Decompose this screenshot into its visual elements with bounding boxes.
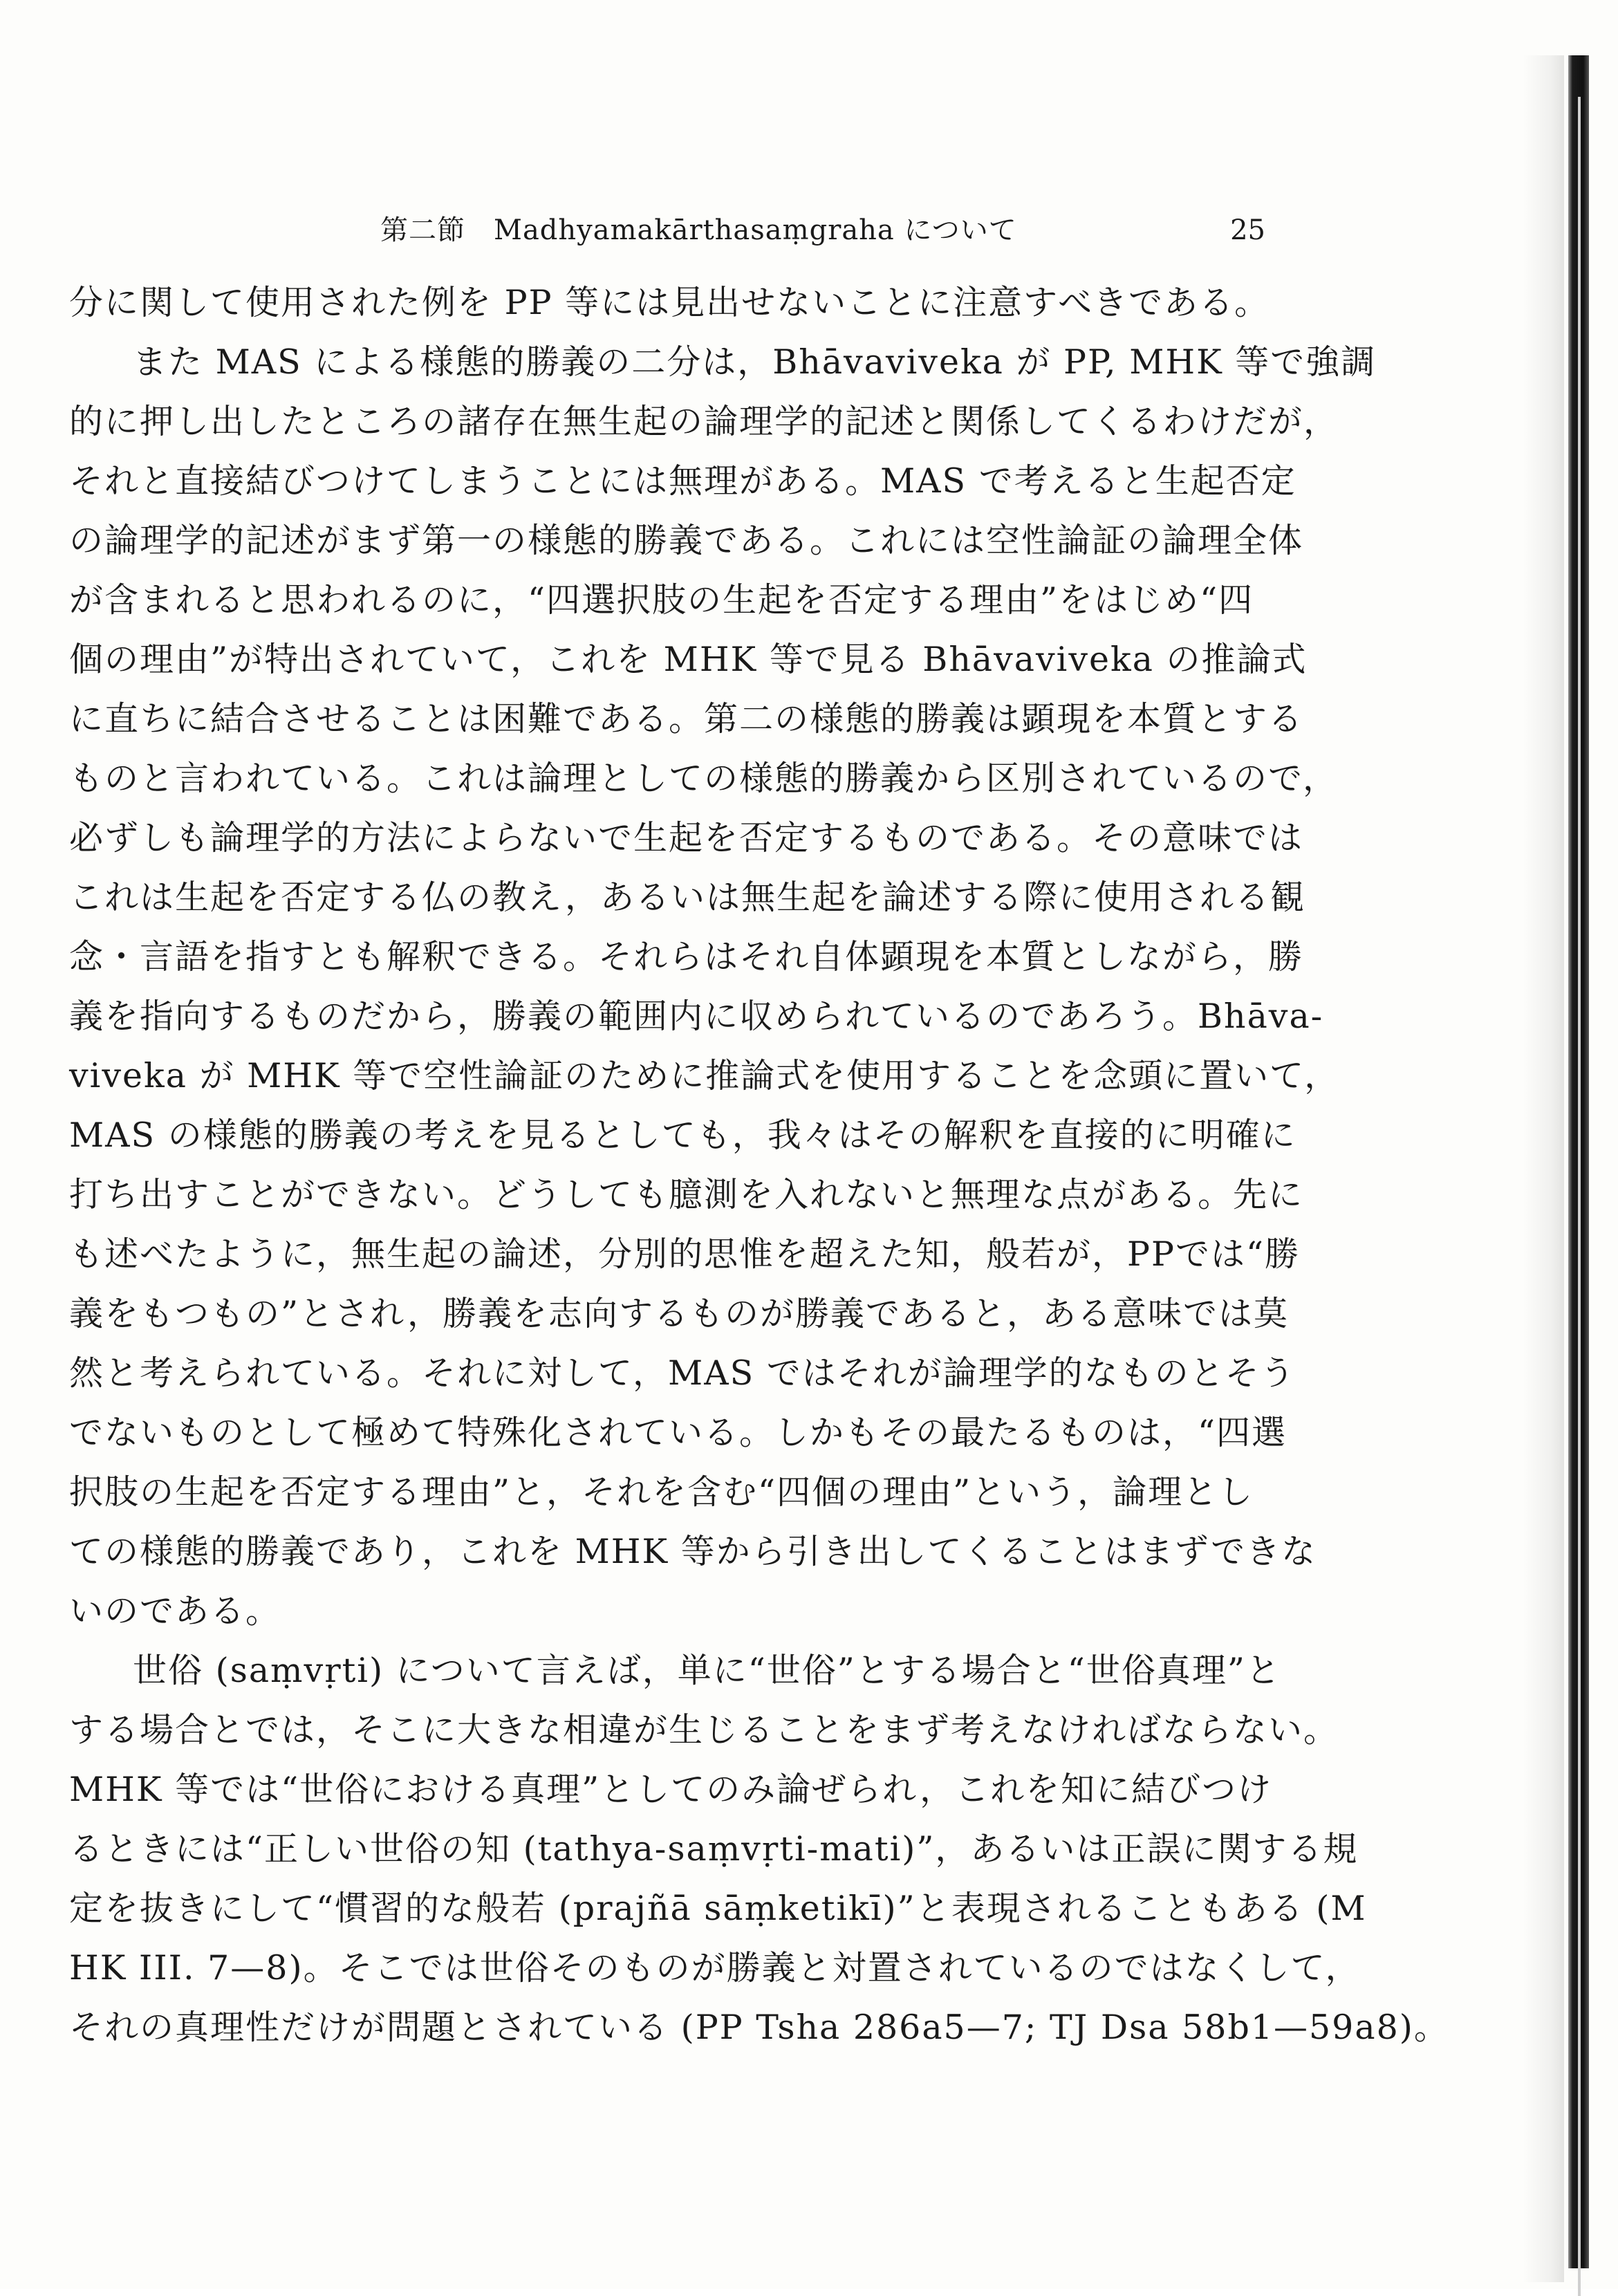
text-line: 分に関して使用された例を PP 等には見出せないことに注意すべきである。: [69, 283, 1270, 322]
text-line: MHK 等では“世俗における真理”としてのみ論ぜられ，これを知に結びつけ: [69, 1770, 1273, 1809]
scan-binding-shadow: [1523, 55, 1564, 2282]
text-line: 然と考えられている。それに対して，MAS ではそれが論理学的なものとそう: [69, 1353, 1296, 1393]
text-line: また MAS による様態的勝義の二分は，Bhāvaviveka が PP, MHK 等で強調: [133, 342, 1377, 382]
text-line: する場合とでは，そこに大きな相違が生じることをまず考えなければならない。: [69, 1710, 1339, 1750]
text-line: 世俗 (saṃvṛti) について言えば，単に“世俗”とする場合と“世俗真理”と: [133, 1651, 1281, 1690]
body-text: [69, 273, 1449, 2057]
text-line: ものと言われている。これは論理としての様態的勝義から区別されているので，: [69, 759, 1339, 798]
text-line: に直ちに結合させることは困難である。第二の様態的勝義は顕現を本質とする: [69, 699, 1304, 739]
text-line: いのである。: [69, 1591, 281, 1631]
text-line: それと直接結びつけてしまうことには無理がある。MAS で考えると生起否定: [69, 461, 1296, 501]
text-line: MAS の様態的勝義の考えを見るとしても，我々はその解釈を直接的に明確に: [69, 1115, 1296, 1155]
page-number: 25: [1230, 214, 1265, 246]
text-line: 義をもつもの”とされ，勝義を志向するものが勝義であると，ある意味では莫: [69, 1294, 1289, 1333]
text-line: それの真理性だけが問題とされている (PP Tsha 286a5—7; TJ Dsa 58b1—59a8)。: [69, 2008, 1449, 2047]
text-line: が含まれると思われるのに，“四選択肢の生起を否定する理由”をはじめ“四: [69, 580, 1254, 620]
text-line: ての様態的勝義であり，これを MHK 等から引き出してくることはまずできな: [69, 1532, 1317, 1571]
running-title: 第二節 Madhyamakārthasaṃgraha について: [380, 214, 1017, 246]
text-line: これは生起を否定する仏の教え，あるいは無生起を論述する際に使用される観: [69, 878, 1305, 917]
scan-page-edge-line: [1578, 97, 1581, 2296]
text-line: も述べたように，無生起の論述，分別的思惟を超えた知，般若が，PPでは“勝: [69, 1234, 1300, 1274]
text-line: 義を指向するものだから，勝義の範囲内に収められているのであろう。Bhāva-: [69, 997, 1324, 1036]
text-line: るときには“正しい世俗の知 (tathya-saṃvṛti-mati)”，あるいは正誤に関する規: [69, 1829, 1359, 1869]
text-line: 定を抜きにして“慣習的な般若 (prajñā sāṃketikī)”と表現されることもある (M: [69, 1889, 1367, 1928]
running-head: [76, 206, 1265, 254]
text-line: の論理学的記述がまず第一の様態的勝義である。これには空性論証の論理全体: [69, 521, 1304, 560]
text-line: でないものとして極めて特殊化されている。しかもその最たるものは，“四選: [69, 1413, 1287, 1452]
text-line: 必ずしも論理学的方法によらないで生起を否定するものである。その意味では: [69, 818, 1304, 858]
text-line: 的に押し出したところの諸存在無生起の論理学的記述と関係してくるわけだが，: [69, 402, 1339, 441]
text-line: 打ち出すことができない。どうしても臆測を入れないと無理な点がある。先に: [69, 1175, 1304, 1214]
scan-page-edge: [1568, 55, 1589, 2268]
text-line: 択肢の生起を否定する理由”と，それを含む“四個の理由”という，論理とし: [69, 1472, 1254, 1512]
text-line: 念・言語を指すとも解釈できる。それらはそれ自体顕現を本質としながら，勝: [69, 937, 1304, 976]
text-line: viveka が MHK 等で空性論証のために推論式を使用することを念頭に置いて，: [69, 1056, 1340, 1095]
text-line: HK III. 7—8)。そこでは世俗そのものが勝義と対置されているのではなくして，: [69, 1948, 1361, 1988]
text-line: 個の理由”が特出されていて，これを MHK 等で見る Bhāvaviveka の推論式: [69, 640, 1308, 679]
